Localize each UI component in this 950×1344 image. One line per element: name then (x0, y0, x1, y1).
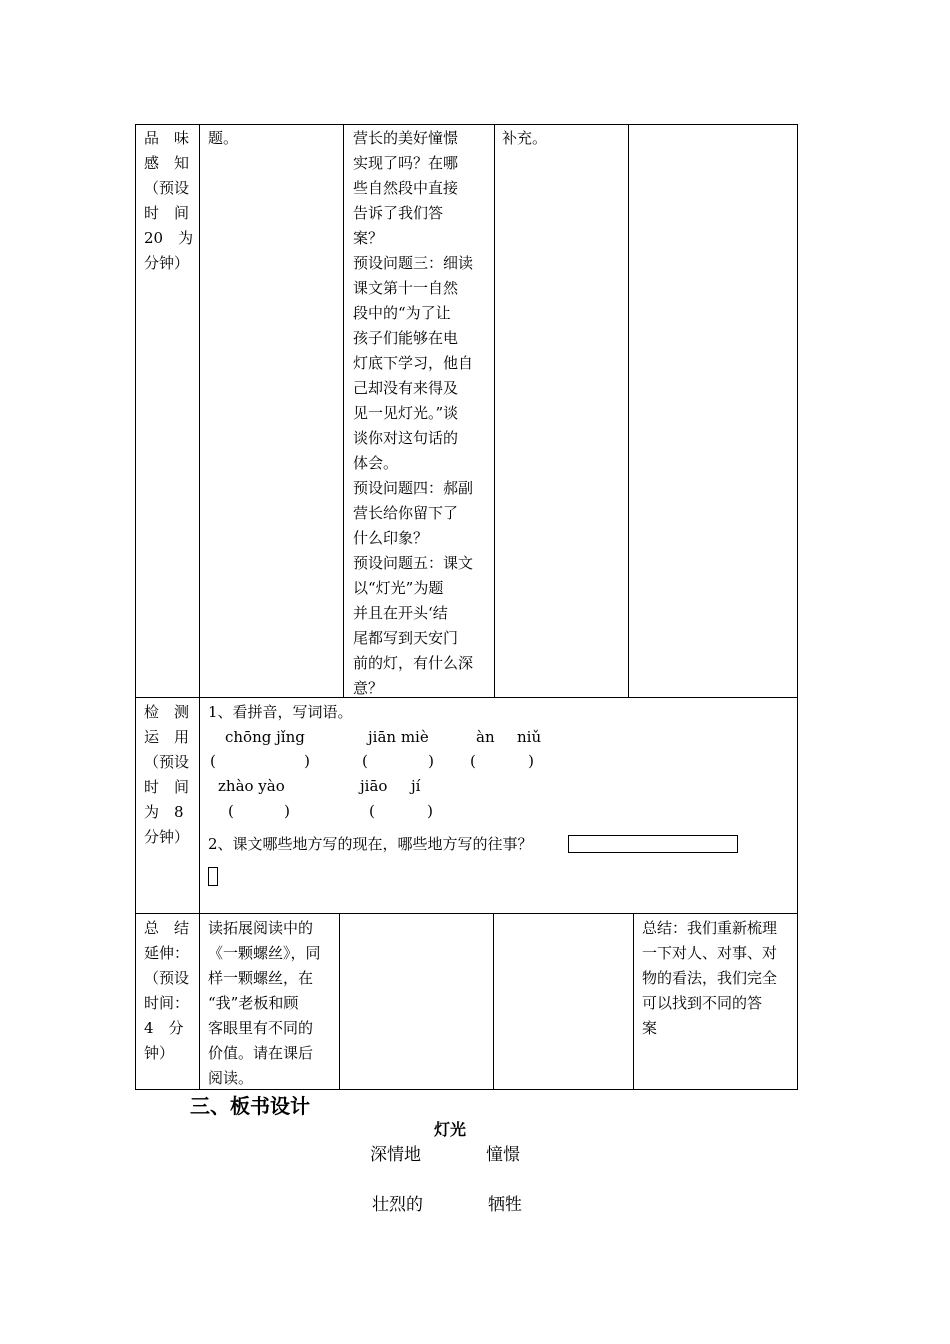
row3-col-divider-4 (633, 913, 634, 1089)
text-line: 样一颗螺丝，在 (208, 969, 314, 987)
text-line: 告诉了我们答 (353, 204, 444, 222)
text-line: 预设问题五：课文 (353, 554, 474, 572)
row3-col-divider-3 (493, 913, 494, 1089)
row3-col-divider-2 (339, 913, 340, 1089)
text-line: 预设问题三：细读 (353, 254, 474, 272)
text-line: 什么印象？ (353, 529, 429, 547)
text-line: 分钟） (144, 828, 190, 846)
table-left-border (135, 124, 136, 1090)
row2-question-1: 1、看拼音，写词语。 (208, 703, 353, 721)
text-line: 补充。 (502, 129, 548, 147)
text-line: 些自然段中直接 (353, 179, 459, 197)
row1-col-divider-2 (343, 124, 344, 697)
board-title: 灯光 (434, 1120, 467, 1139)
text-line: 灯底下学习，他自 (353, 354, 474, 372)
text-line: 谈你对这句话的 (353, 429, 459, 447)
text-line: 品 味 (144, 129, 190, 147)
row2-stage-label (144, 700, 192, 850)
row3-extended-reading (208, 916, 332, 1091)
text-line: 分钟） (144, 254, 190, 272)
text-line: 见一见灯光。”谈 (353, 404, 459, 422)
text-line: 案？ (353, 229, 384, 247)
col-divider-1 (199, 124, 200, 1090)
text-line: 延伸： (144, 944, 190, 962)
section-title: 三、板书设计 (190, 1094, 310, 1118)
pinyin-an: àn (476, 728, 495, 746)
text-line: 课文第十一自然 (353, 279, 459, 297)
answer-blank-1[interactable]: ( ) (210, 752, 310, 770)
text-line: 感 知 (144, 154, 190, 172)
pinyin-niu: niǔ (517, 728, 542, 746)
pinyin-chong-jing: chōng jǐng (225, 728, 305, 746)
row-divider-2 (135, 913, 798, 914)
text-line: （预设 (144, 753, 190, 771)
text-line: 总 结 (144, 919, 190, 937)
text-line: 时 间 (144, 204, 190, 222)
text-line: 案 (642, 1019, 658, 1037)
row1-student-activity (502, 126, 622, 151)
row1-col-divider-3 (494, 124, 495, 697)
text-line: 题。 (208, 129, 239, 147)
text-line: 运 用 (144, 728, 190, 746)
table-right-border (797, 124, 798, 1090)
answer-box[interactable] (568, 835, 738, 853)
pinyin-jian-mie: jiān miè (368, 728, 429, 746)
pinyin-zhao-yao: zhào yào (218, 777, 285, 795)
text-line: 20 为 (144, 229, 194, 247)
text-line: 体会。 (353, 454, 399, 472)
text-line: 营长给你留下了 (353, 504, 459, 522)
text-line: 阅读。 (208, 1069, 254, 1087)
placeholder-box-icon (208, 867, 218, 886)
answer-blank-3[interactable]: ( ) (470, 752, 534, 770)
row1-col-divider-4 (628, 124, 629, 697)
text-line: 客眼里有不同的 (208, 1019, 314, 1037)
text-line: 钟） (144, 1044, 175, 1062)
row1-teacher-activity (208, 126, 338, 151)
text-line: 段中的“为了让 (353, 304, 451, 322)
answer-blank-5[interactable]: ( ) (369, 802, 433, 820)
text-line: 价值。请在课后 (208, 1044, 314, 1062)
board-word-right-top: 憧憬 (486, 1145, 520, 1165)
board-word-left-top: 深情地 (370, 1145, 421, 1165)
text-line: 并且在开头‘结 (353, 604, 448, 622)
text-line: 意？ (353, 679, 384, 697)
text-line: 读拓展阅读中的 (208, 919, 314, 937)
pinyin-jiao: jiāo (360, 777, 388, 795)
text-line: 己却没有来得及 (353, 379, 459, 397)
row3-summary (642, 916, 790, 1041)
text-line: 总结：我们重新梳理 (642, 919, 778, 937)
text-line: 孩子们能够在电 (353, 329, 459, 347)
text-line: 可以找到不同的答 (642, 994, 763, 1012)
text-line: 物的看法，我们完全 (642, 969, 778, 987)
row2-question-2: 2、课文哪些地方写的现在，哪些地方写的往事？ (208, 835, 533, 853)
text-line: 检 测 (144, 703, 190, 721)
text-line: 预设问题四：郝副 (353, 479, 474, 497)
text-line: 为 8 (144, 803, 184, 821)
text-line: （预设 (144, 969, 190, 987)
text-line: 营长的美好憧憬 (353, 129, 459, 147)
text-line: 4 分 (144, 1019, 184, 1037)
text-line: “我”老板和顾 (208, 994, 299, 1012)
row3-stage-label (144, 916, 192, 1066)
text-line: 时 间 (144, 778, 190, 796)
text-line: 以“灯光”为题 (353, 579, 444, 597)
board-word-left-bottom: 壮烈的 (372, 1195, 423, 1215)
table-top-border (135, 124, 798, 125)
board-word-right-bottom: 牺牲 (488, 1195, 522, 1215)
row1-preset-questions (353, 126, 487, 701)
text-line: 一下对人、对事、对 (642, 944, 778, 962)
text-line: 《一颗螺丝》，同 (208, 944, 321, 962)
row1-stage-label (144, 126, 192, 276)
text-line: （预设 (144, 179, 190, 197)
text-line: 前的灯，有什么深 (353, 654, 474, 672)
text-line: 时间： (144, 994, 190, 1012)
text-line: 尾都写到天安门 (353, 629, 459, 647)
pinyin-ji: jí (411, 777, 421, 795)
answer-blank-2[interactable]: ( ) (362, 752, 434, 770)
text-line: 实现了吗？在哪 (353, 154, 459, 172)
answer-blank-4[interactable]: ( ) (228, 802, 290, 820)
